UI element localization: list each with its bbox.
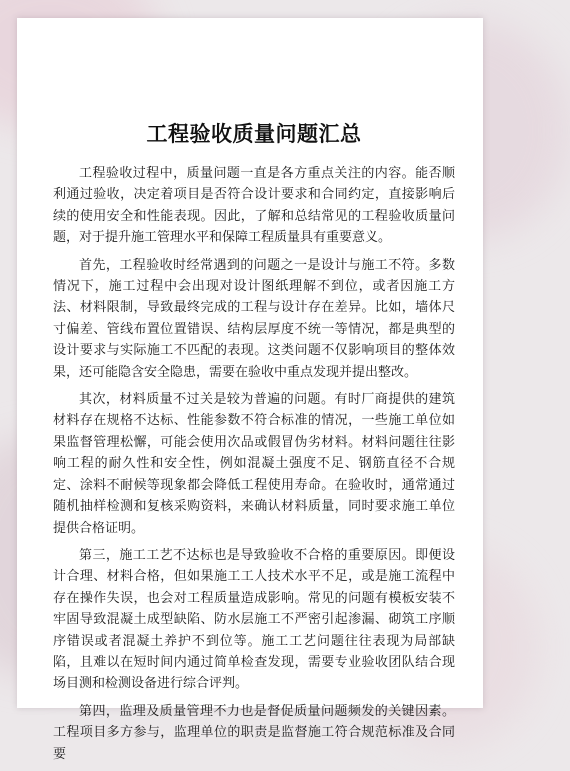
document-title: 工程验收质量问题汇总 <box>146 122 362 146</box>
document-body <box>53 118 455 771</box>
paragraph-design-mismatch: 首先，工程验收时经常遇到的问题之一是设计与施工不符。多数情况下，施工过程中会出现对设计图纸理解不到位，或者因施工方法、材料限制，导致最终完成的工程与设计存在差异。比如，墙体尺寸偏差、管线布置位置错误、结构层厚度不统一等情况，都是典型的设计要求与实际施工不匹配的表现。这类问题不仅影响项目的整体效果，还可能隐含安全隐患，需要在验收中重点发现并提出整改。 <box>53 257 455 380</box>
paragraph-intro: 工程验收过程中，质量问题一直是各方重点关注的内容。能否顺利通过验收，决定着项目是否符合设计要求和合同约定，直接影响后续的使用安全和性能表现。因此，了解和总结常见的工程验收质量问题，对于提升施工管理水平和保障工程质量具有重要意义。 <box>53 166 455 246</box>
document-page <box>17 18 483 762</box>
paragraph-material-quality: 其次，材料质量不过关是较为普遍的问题。有时厂商提供的建筑材料存在规格不达标、性能参数不符合标准的情况，一些施工单位如果监督管理松懈，可能会使用次品或假冒伪劣材料。材料问题往往影响工程的耐久性和安全性，例如混凝土强度不足、钢筋直径不合规定、涂料不耐候等现象都会降低工程使用寿命。在验收时，通常通过随机抽样检测和复核采购资料，来确认材料质量，同时要求施工单位提供合格证明。 <box>53 392 455 536</box>
paragraph-supervision: 第四，监理及质量管理不力也是督促质量问题频发的关键因素。工程项目多方参与，监理单位的职责是监督施工符合规范标准及合同要 <box>53 703 455 762</box>
paragraph-construction-process: 第三，施工工艺不达标也是导致验收不合格的重要原因。即便设计合理、材料合格，但如果施工工人技术水平不足，或是施工流程中存在操作失误，也会对工程质量造成影响。常见的问题有模板安装不牢固导致混凝土成型缺陷、防水层施工不严密引起渗漏、砌筑工序顺序错误或者混凝土养护不到位等。施工工艺问题往往表现为局部缺陷，且难以在短时间内通过简单检查发现，需要专业验收团队结合现场目测和检测设备进行综合评判。 <box>53 547 455 692</box>
